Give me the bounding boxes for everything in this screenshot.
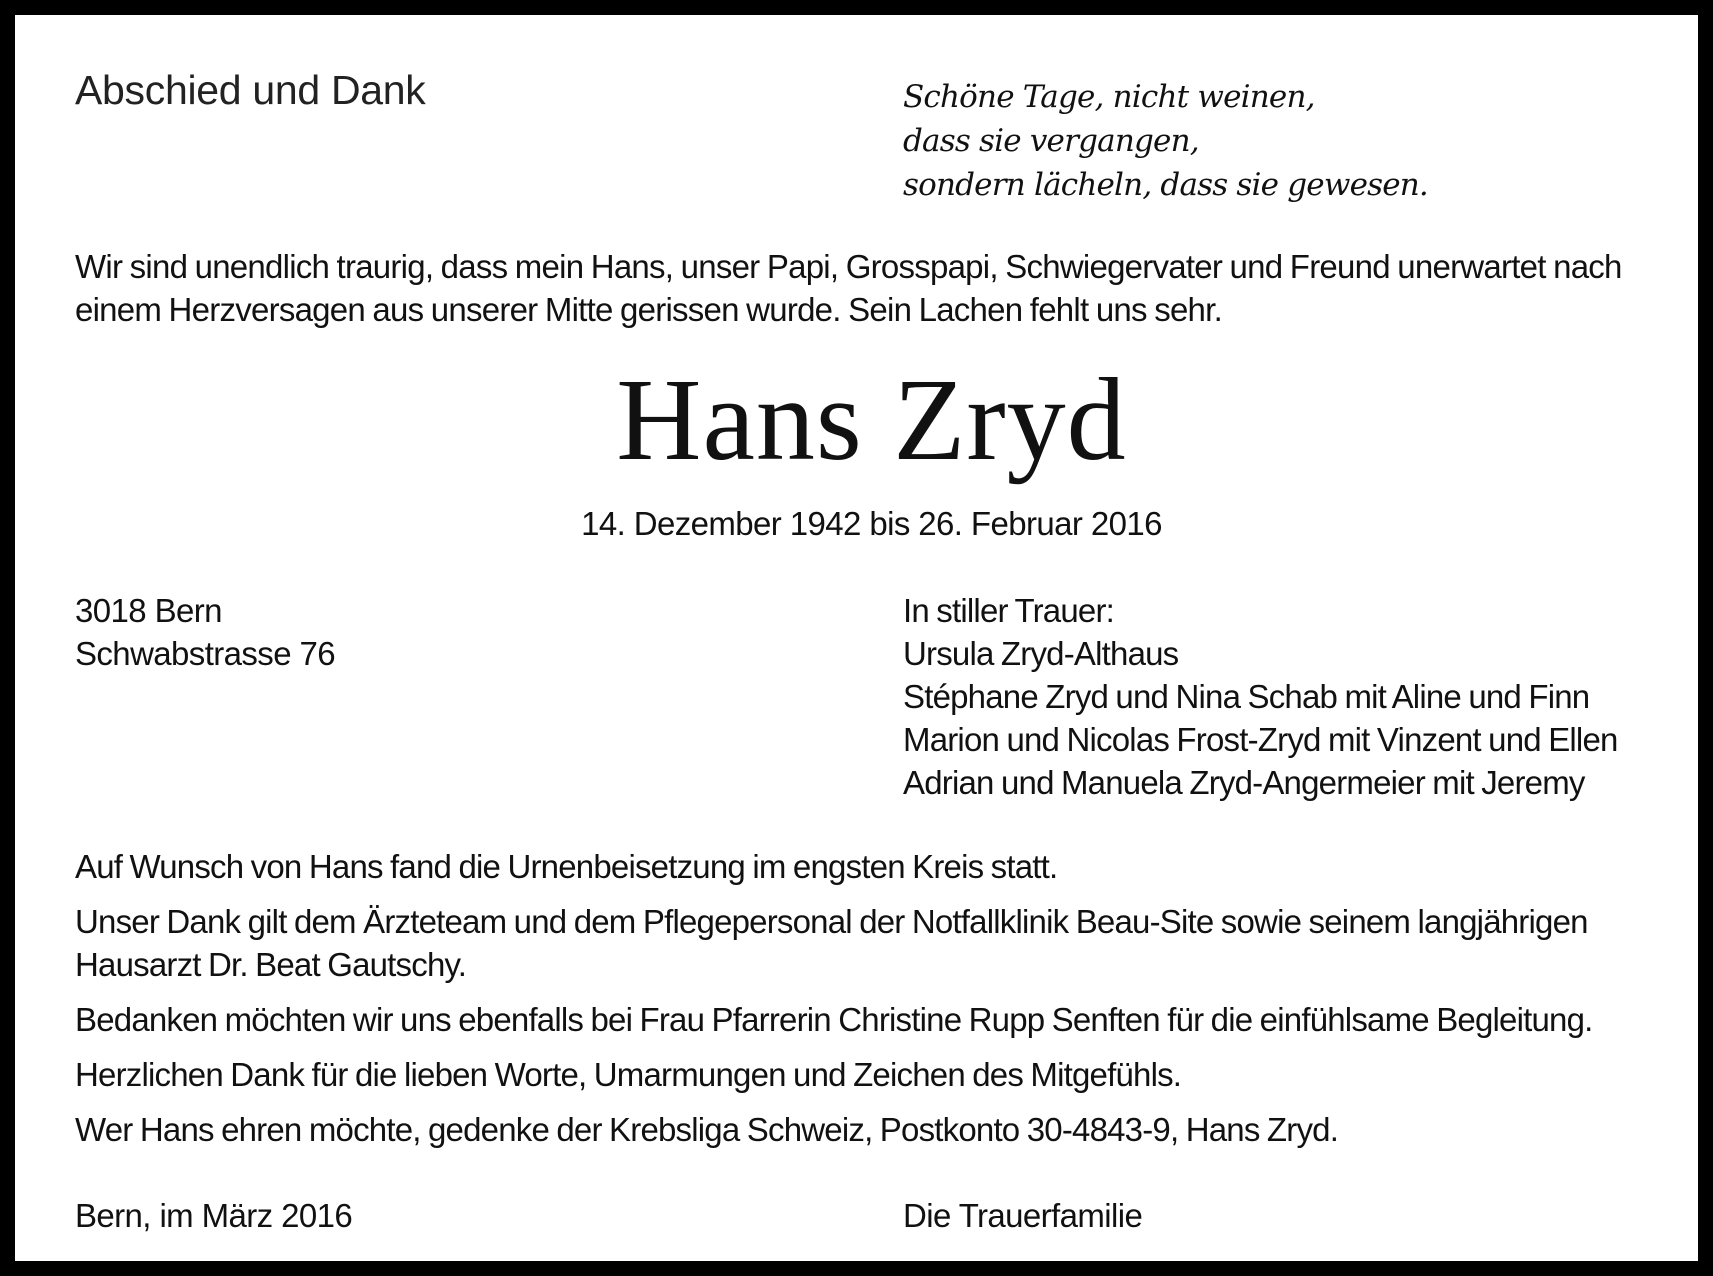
- motto-line: sondern lächeln, dass sie gewesen.: [903, 167, 1428, 203]
- mourners-block: [903, 589, 1618, 804]
- mourner-name: Adrian und Manuela Zryd-Angermeier mit Jeremy: [903, 764, 1585, 801]
- life-dates: 14. Dezember 1942 bis 26. Februar 2016: [581, 505, 1162, 542]
- motto-line: Schöne Tage, nicht weinen,: [903, 79, 1315, 115]
- mourners-heading: In stiller Trauer:: [903, 592, 1115, 629]
- deceased-name: Hans Zryd: [616, 354, 1127, 485]
- address-street: Schwabstrasse 76: [75, 635, 336, 672]
- mourner-name: Stéphane Zryd und Nina Schab mit Aline und Finn: [903, 678, 1590, 715]
- address-city: 3018 Bern: [75, 592, 222, 629]
- address-block: [75, 589, 335, 675]
- medical-thanks-line: Hausarzt Dr. Beat Gautschy.: [75, 946, 467, 983]
- general-thanks: Herzlichen Dank für die lieben Worte, Umarmungen und Zeichen des Mitgefühls.: [75, 1056, 1182, 1093]
- mourner-name: Marion und Nicolas Frost-Zryd mit Vinzent und Ellen: [903, 721, 1618, 758]
- thanks-section: [75, 845, 1593, 1163]
- pastor-thanks: Bedanken möchten wir uns ebenfalls bei Frau Pfarrerin Christine Rupp Senften für die einfühlsame Begleitung.: [75, 1001, 1593, 1038]
- donation-note: Wer Hans ehren möchte, gedenke der Krebsliga Schweiz, Postkonto 30-4843-9, Hans Zryd.: [75, 1111, 1339, 1148]
- intro-line: einem Herzversagen aus unserer Mitte gerissen wurde. Sein Lachen fehlt uns sehr.: [75, 291, 1222, 328]
- intro-line: Wir sind unendlich traurig, dass mein Hans, unser Papi, Grosspapi, Schwiegervater und Freund unerwartet nach: [75, 248, 1622, 285]
- signature: Die Trauerfamilie: [903, 1197, 1143, 1234]
- intro-paragraph: [75, 245, 1675, 331]
- place-date: Bern, im März 2016: [75, 1197, 353, 1234]
- motto-verse: [903, 75, 1428, 207]
- medical-thanks: [75, 900, 1593, 986]
- burial-note: Auf Wunsch von Hans fand die Urnenbeisetzung im engsten Kreis statt.: [75, 848, 1058, 885]
- mourner-name: Ursula Zryd-Althaus: [903, 635, 1179, 672]
- notice-heading: Abschied und Dank: [75, 67, 426, 113]
- motto-line: dass sie vergangen,: [903, 123, 1199, 159]
- medical-thanks-line: Unser Dank gilt dem Ärzteteam und dem Pflegepersonal der Notfallklinik Beau-Site sowie seinem langjährigen: [75, 903, 1588, 940]
